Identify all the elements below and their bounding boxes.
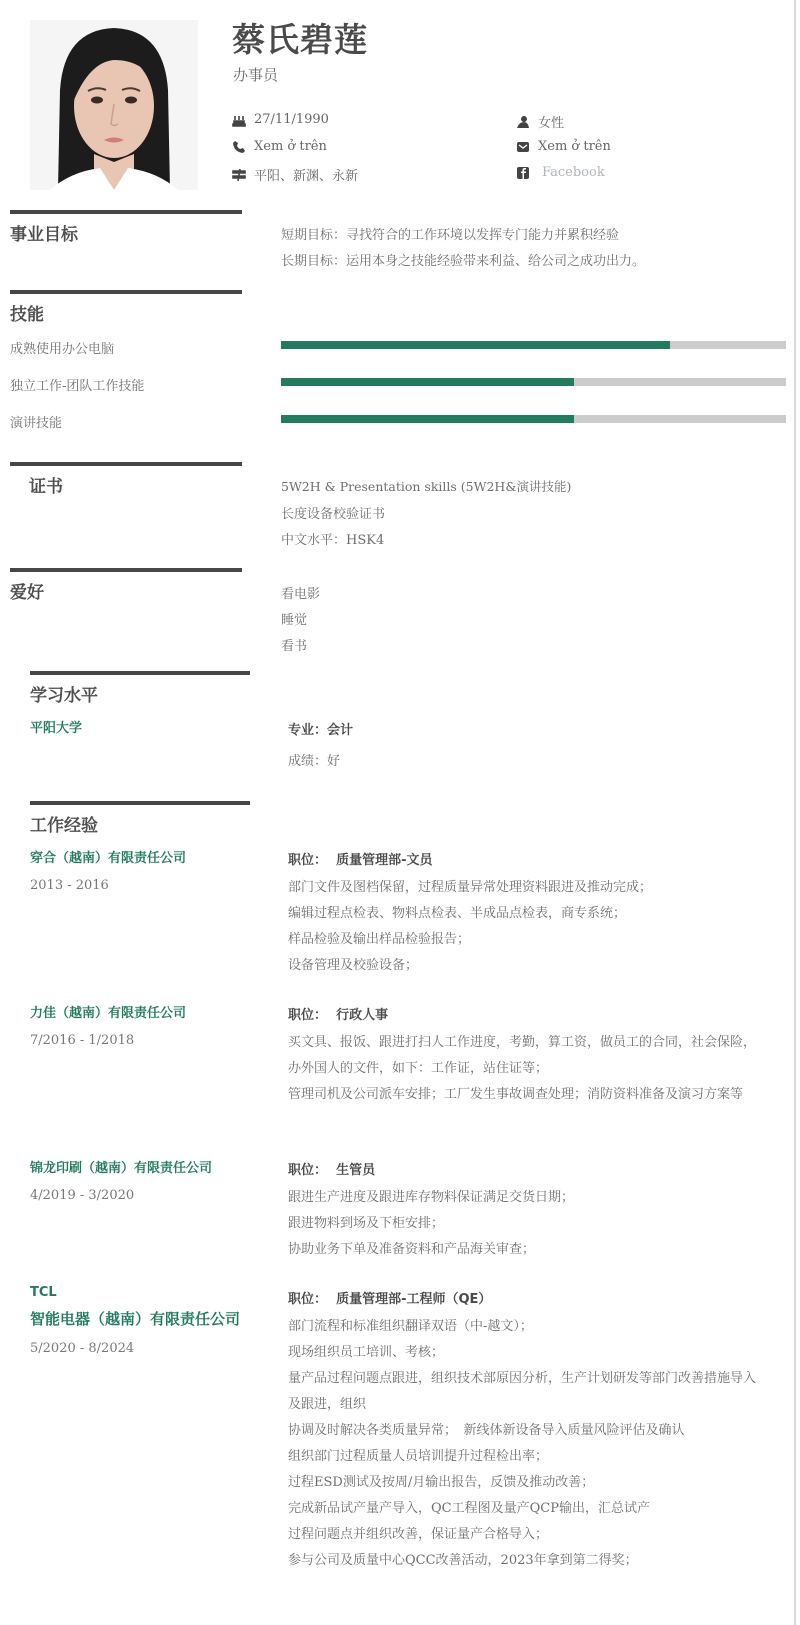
duty-item: 部门文件及图档保留，过程质量异常处理资料跟进及推动完成； <box>288 880 653 895</box>
duty-item: 跟进生产进度及跟进库存物料保证满足交货日期； <box>288 1190 575 1205</box>
position-value: 质量管理部-工程师（QE） <box>336 1292 492 1307</box>
job-period: 2013 - 2016 <box>30 878 109 893</box>
skill-bar <box>281 341 786 349</box>
job-duties <box>288 1185 768 1263</box>
duty-item: 参与公司及质量中心QCC改善活动，2023年拿到第二得奖； <box>288 1553 638 1568</box>
duty-item: 协调及时解决各类质量异常； 新线体新设备导入质量风险评估及确认 <box>288 1423 685 1438</box>
short-term-goal: 短期目标：寻找符合的工作环境以发挥专门能力并累积经验 <box>281 228 620 243</box>
job-duties <box>288 1030 766 1108</box>
duty-item: 部门流程和标准组织翻译双语（中-越文）； <box>288 1319 533 1334</box>
skill-bar-fill <box>281 378 574 386</box>
gender-value: 女性 <box>538 116 565 131</box>
major: 专业：会计 <box>288 723 354 738</box>
phone-info <box>232 139 327 154</box>
facebook-icon <box>516 166 530 180</box>
phone-value: Xem ở trên <box>254 139 327 154</box>
certificate-item: 5W2H & Presentation skills (5W2H&演讲技能) <box>281 479 572 494</box>
facebook-label[interactable]: Facebook <box>542 165 605 180</box>
map-sign-icon <box>232 168 246 182</box>
duty-item: 协助业务下单及准备资料和产品海关审查； <box>288 1242 536 1257</box>
duty-item: 过程问题点并组织改善，保证量产合格导入； <box>288 1527 549 1542</box>
envelope-icon <box>516 140 530 154</box>
position-label: 职位： <box>288 853 328 868</box>
job-position <box>288 1159 375 1178</box>
facebook-link[interactable] <box>516 165 605 180</box>
address-info <box>232 165 358 184</box>
skill-bar-fill <box>281 341 670 349</box>
email-value: Xem ở trên <box>538 139 611 154</box>
duty-item: 样品检验及输出样品检验报告； <box>288 932 471 947</box>
duty-item: 编辑过程点检表、物料点检表、半成品点检表，商专系统； <box>288 906 627 921</box>
company-name: 力佳（越南）有限责任公司 <box>30 1006 187 1021</box>
birthday-cake-icon <box>232 113 246 127</box>
duty-item: 跟进物料到场及下柜安排； <box>288 1216 445 1231</box>
section-divider <box>10 210 242 214</box>
position-value: 行政人事 <box>336 1008 389 1023</box>
position-label: 职位： <box>288 1292 328 1307</box>
section-divider <box>10 290 242 294</box>
duty-item: 现场组织员工培训、考核； <box>288 1345 445 1360</box>
profile-photo <box>30 20 198 190</box>
skill-bar <box>281 415 786 423</box>
hobby-item: 看电影 <box>281 587 321 602</box>
phone-icon <box>232 140 246 154</box>
experience-heading: 工作经验 <box>30 816 98 836</box>
job-position <box>288 849 432 868</box>
skill-label: 演讲技能 <box>10 416 63 431</box>
objective-heading: 事业目标 <box>10 225 78 245</box>
job-duties <box>288 1314 766 1574</box>
position-value: 质量管理部-文员 <box>336 853 433 868</box>
company-name-line1: TCL <box>30 1285 57 1300</box>
section-divider <box>10 568 242 572</box>
long-term-goal: 长期目标：运用本身之技能经验带来利益、给公司之成功出力。 <box>281 254 646 269</box>
hobby-item: 看书 <box>281 639 308 654</box>
skill-bar-fill <box>281 415 574 423</box>
email-info <box>516 139 611 154</box>
school-name: 平阳大学 <box>30 721 83 736</box>
skills-heading: 技能 <box>10 305 44 325</box>
hobby-item: 睡觉 <box>281 613 308 628</box>
company-name: 穿合（越南）有限责任公司 <box>30 851 187 866</box>
hobbies-heading: 爱好 <box>10 583 44 603</box>
skill-label: 独立工作-团队工作技能 <box>10 379 145 394</box>
page-edge-divider <box>794 0 796 1625</box>
certificates-heading: 证书 <box>29 477 63 497</box>
section-divider <box>10 462 242 466</box>
position-value: 生管员 <box>336 1163 376 1178</box>
job-period: 4/2019 - 3/2020 <box>30 1188 135 1203</box>
job-position <box>288 1288 491 1307</box>
birthday-info <box>232 112 329 127</box>
grade: 成绩：好 <box>288 754 341 769</box>
address-value: 平阳、新渊、永新 <box>254 169 359 184</box>
duty-item: 设备管理及校验设备； <box>288 958 419 973</box>
position-label: 职位： <box>288 1163 328 1178</box>
job-duties <box>288 875 768 979</box>
duty-item: 过程ESD测试及按周/月输出报告，反馈及推动改善； <box>288 1475 595 1490</box>
position-label: 职位： <box>288 1008 328 1023</box>
certificate-item: 长度设备校验证书 <box>281 507 386 522</box>
company-name-line2: 智能电器（越南）有限责任公司 <box>30 1310 241 1328</box>
education-heading: 学习水平 <box>30 686 98 706</box>
gender-info <box>516 112 564 131</box>
birthday-value: 27/11/1990 <box>254 112 329 127</box>
duty-item: 组织部门过程质量人员培训提升过程检出率； <box>288 1449 549 1464</box>
duty-item: 量产品过程问题点跟进，组织技术部原因分析，生产计划研发等部门改善措施导入及跟进，组织 <box>288 1371 757 1412</box>
job-position <box>288 1004 388 1023</box>
job-period: 7/2016 - 1/2018 <box>30 1033 135 1048</box>
skill-label: 成熟使用办公电脑 <box>10 342 115 357</box>
company-name: 锦龙印刷（越南）有限责任公司 <box>30 1161 213 1176</box>
candidate-name: 蔡氏碧莲 <box>232 20 368 59</box>
user-icon <box>516 115 530 129</box>
candidate-title: 办事员 <box>233 66 279 84</box>
duty-item: 买文具、报饭、跟进打扫人工作进度，考勤，算工资，做员工的合同，社会保险，办外国人的文件，如下：工作证，站住证等； <box>288 1035 757 1076</box>
duty-item: 完成新品试产量产导入，QC工程图及量产QCP输出，汇总试产 <box>288 1501 650 1516</box>
section-divider <box>30 801 250 805</box>
certificate-item: 中文水平：HSK4 <box>281 533 385 548</box>
duty-item: 管理司机及公司派车安排；工厂发生事故调查处理；消防资料准备及演习方案等 <box>288 1087 744 1102</box>
job-period: 5/2020 - 8/2024 <box>30 1341 135 1356</box>
section-divider <box>30 671 250 675</box>
skill-bar <box>281 378 786 386</box>
